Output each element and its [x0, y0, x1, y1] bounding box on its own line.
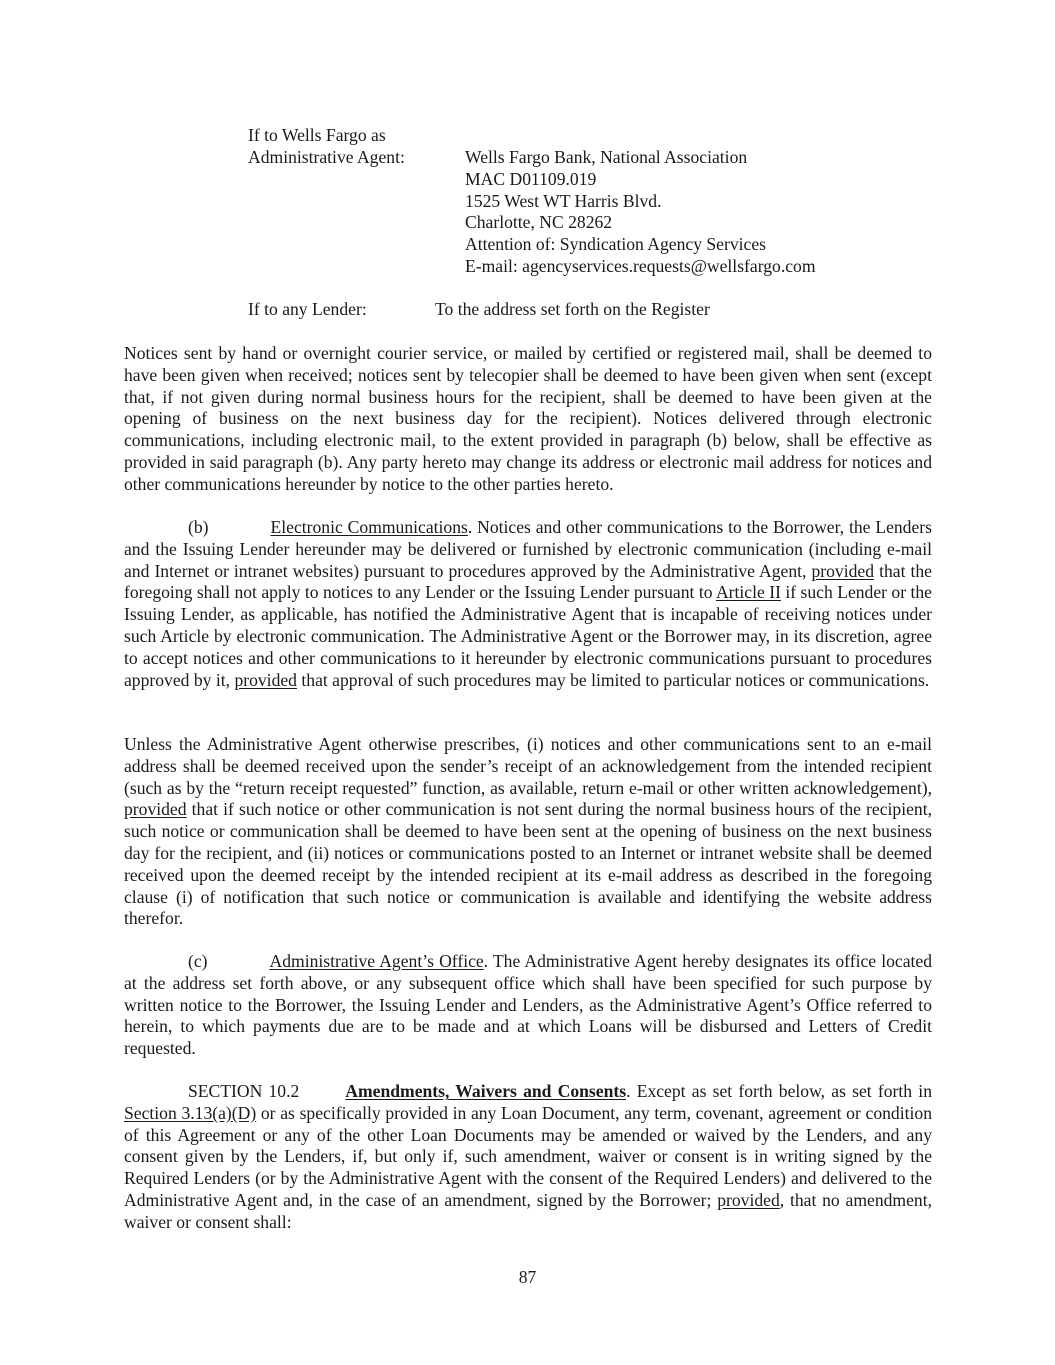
wells-fargo-label-line-2: Administrative Agent: — [248, 147, 405, 167]
unless-paragraph — [124, 734, 932, 930]
page-number: 87 — [518, 1267, 537, 1287]
unless-text-2: that if such notice or other communication is not sent during the normal business hours of the recipient, such notice or communication shall be deemed to have been sent at the opening of business on the next business day for the recipient, and (ii) notices or communications posted to an Internet or intranet website shall be deemed received upon the deemed receipt by the intended recipient at its e-mail address as described in the foregoing clause (i) of notification that such notice or communication is available and identifying the website address therefor. — [124, 799, 932, 929]
address-line: 1525 West WT Harris Blvd. — [465, 191, 662, 211]
paragraph-b-electronic-communications — [124, 517, 932, 691]
section-3-13-reference: Section 3.13(a)(D) — [124, 1102, 257, 1123]
paragraph-b-text-3: if such Lender or the Issuing Lender, as applicable, has notified the Administrative Agent that is incapable of receiving notices under such Article by electronic communication. The Administrative Agent or the Borrower may, in its discretion, agree to accept notices and other communications to it hereunder by electronic communications pursuant to procedures approved by it, — [124, 582, 932, 690]
address-line: MAC D01109.019 — [465, 169, 597, 189]
address-line: Charlotte, NC 28262 — [465, 212, 613, 232]
paragraph-c-agent-office — [124, 951, 932, 1060]
lender-address-value: To the address set forth on the Register — [435, 299, 710, 319]
address-line: Attention of: Syndication Agency Services — [465, 234, 766, 254]
provided-term: provided — [811, 560, 875, 581]
paragraph-b-marker: (b) — [188, 517, 209, 537]
agent-office-heading: Administrative Agent’s Office — [269, 951, 484, 971]
lender-label: If to any Lender: — [248, 299, 367, 319]
paragraph-b-text-4: that approval of such procedures may be limited to particular notices or communications. — [296, 669, 930, 690]
unless-text-1: Unless the Administrative Agent otherwise prescribes, (i) notices and other communications sent to an e-mail address shall be deemed received upon the sender’s receipt of an acknowledgement from the intended recipient (such as by the “return receipt requested” function, as available, return e-mail or other written acknowledgement), — [124, 734, 932, 798]
electronic-communications-heading: Electronic Communications — [270, 517, 468, 537]
wells-fargo-label-line-1: If to Wells Fargo as — [248, 125, 386, 145]
section-text-2: or as specifically provided in any Loan Document, any term, covenant, agreement or condition of this Agreement or any of the other Loan Documents may be amended or waived by the Lenders, and any consent given by the Lenders, if, but only if, such amendment, waiver or consent is in writing signed by the Required Lenders (or by the Administrative Agent with the consent of the Required Lenders) and delivered to the Administrative Agent and, in the case of an amendment, signed by the Borrower; — [124, 1102, 932, 1210]
provided-term: provided — [234, 669, 297, 690]
address-line: Wells Fargo Bank, National Association — [465, 147, 748, 167]
paragraph-c-marker: (c) — [188, 951, 208, 971]
section-heading: Amendments, Waivers and Consents — [345, 1081, 627, 1101]
article-ii-reference: Article II — [715, 582, 781, 603]
section-number: SECTION 10.2 — [188, 1081, 300, 1101]
section-10-2-paragraph — [124, 1081, 932, 1234]
provided-term: provided — [124, 799, 187, 820]
notices-paragraph: Notices sent by hand or overnight courier service, or mailed by certified or registered mail, shall be deemed to have been given when received; notices sent by telecopier shall be deemed to have been given when sent (except that, if not given during normal business hours for the recipient, shall be deemed to have been given at the opening of business on the next business day for the recipient). Notices delivered through electronic communications, including electronic mail, to the extent provided in paragraph (b) below, shall be effective as provided in said paragraph (b). Any party hereto may change its address or electronic mail address for notices and other communications hereunder by notice to the other parties hereto. — [124, 343, 932, 494]
paragraph-c-text: . The Administrative Agent hereby designates its office located at the address set forth above, or any subsequent office which shall have been specified for such purpose by written notice to the Borrower, the Issuing Lender and Lenders, as the Administrative Agent’s Office referred to herein, to which payments due are to be made and at which Loans will be disbursed and Letters of Credit requested. — [124, 951, 933, 1059]
section-text-1: . Except as set forth below, as set forth in — [626, 1081, 932, 1101]
paragraph-b-text-2: that the foregoing shall not apply to notices to any Lender or the Issuing Lender pursuant to — [124, 560, 932, 603]
section-text-3: , that no amendment, waiver or consent shall: — [124, 1189, 932, 1232]
provided-term: provided — [717, 1189, 780, 1210]
address-line-email: E-mail: agencyservices.requests@wellsfargo.com — [465, 256, 816, 276]
paragraph-b-text-1: . Notices and other communications to the Borrower, the Lenders and the Issuing Lender hereunder may be delivered or furnished by electronic communication (including e-mail and Internet or intranet websites) pursuant to procedures approved by the Administrative Agent, — [124, 517, 932, 581]
